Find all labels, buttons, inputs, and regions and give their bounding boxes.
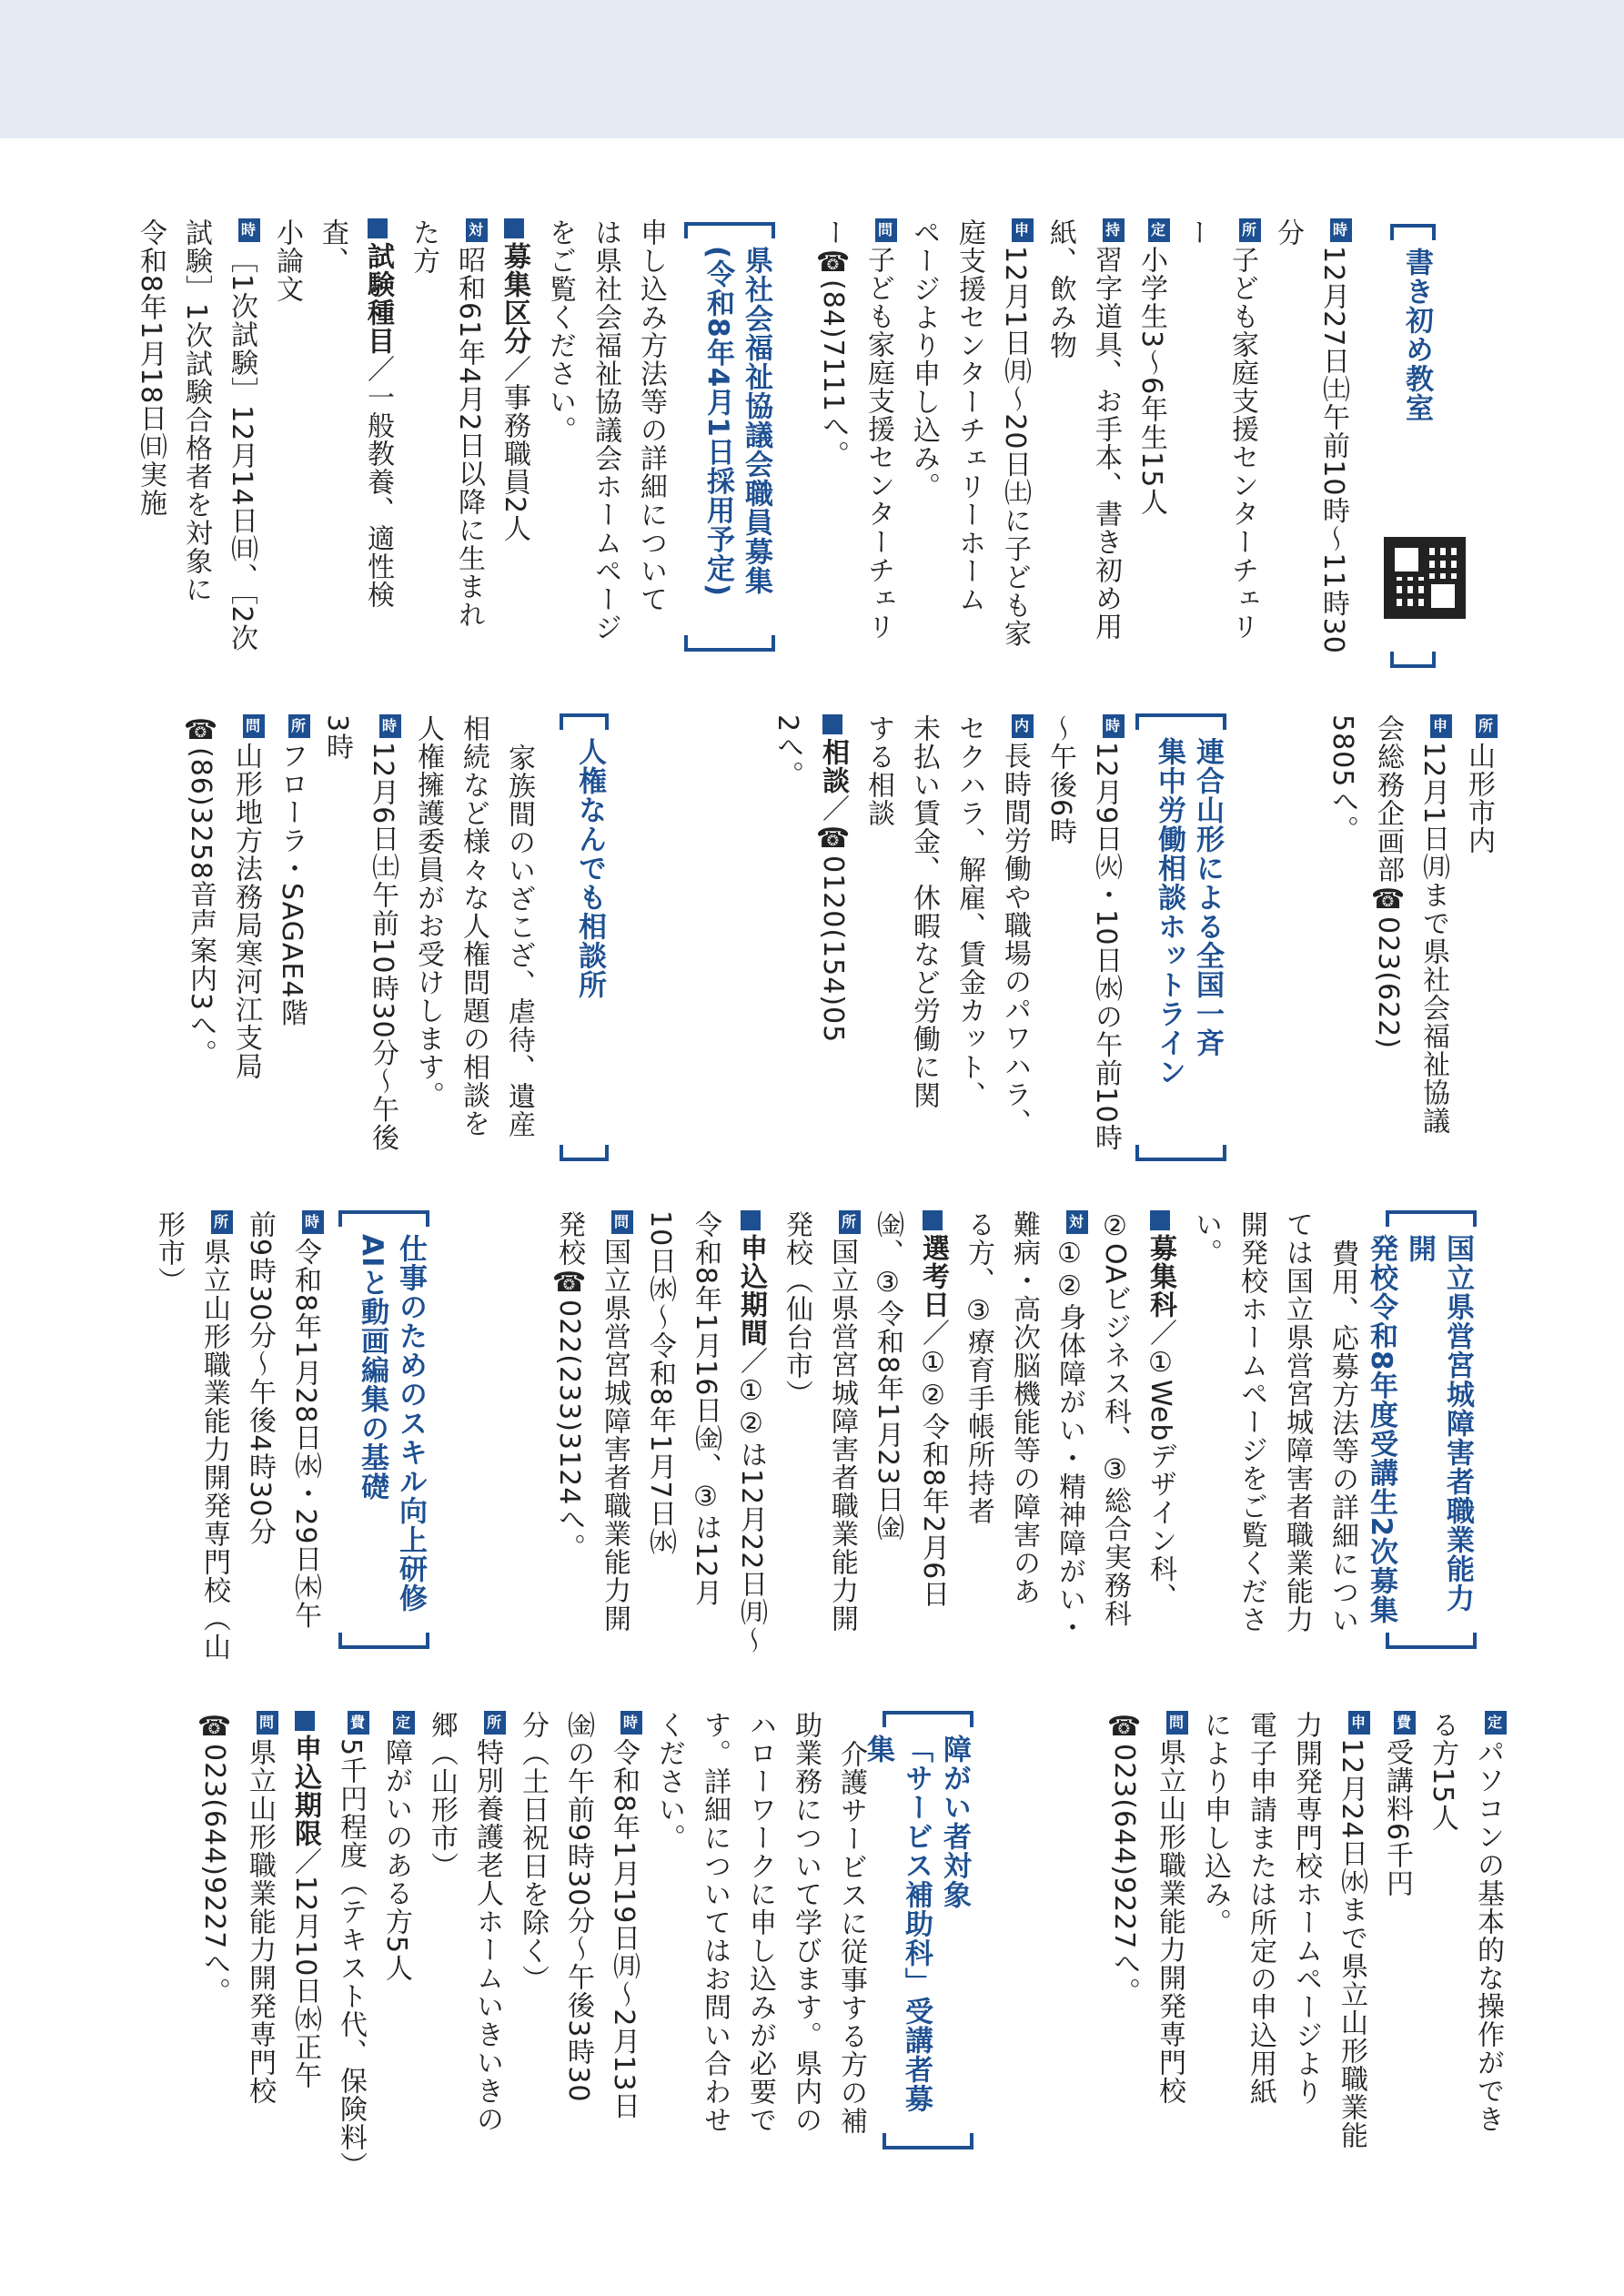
- section6b-capacity: 定パソコンの基本的な操作ができ: [1465, 1711, 1510, 2202]
- bullet-square: [368, 218, 388, 238]
- section5-target-cont: 難病・高次脳機能等の障害のあ: [1008, 1210, 1040, 1605]
- section7-inquiry-cont: ☎023(644)9227へ。: [198, 1711, 230, 2007]
- section7-text: ハローワークに申し込みが必要で: [744, 1711, 776, 2134]
- bullet-square: [295, 1711, 315, 1731]
- section5-title: 国立県営宮城障害者職業能力開 発校令和8年度受講生2次募集: [1386, 1234, 1477, 1625]
- section5-target: 対①②身体障がい・精神障がい・: [1046, 1210, 1092, 1674]
- bracket-top: [560, 713, 609, 730]
- section6b-apply: 申12月24日㈬まで県立山形職業能: [1328, 1711, 1374, 2202]
- section2-exam-cont: 小論文: [271, 218, 303, 303]
- time-tag: 時: [238, 218, 260, 242]
- bracket-top: [338, 1210, 429, 1227]
- section4-text: 人権擁護委員がお受けします。: [412, 714, 444, 1109]
- section1-apply: 申12月1日㈪～20日㈯に子ども家: [992, 218, 1037, 664]
- section5-body: [523, 1210, 1365, 1674]
- section5-intro: 費用、応募方法等の詳細につい: [1326, 1239, 1358, 1634]
- bullet-square: [1150, 1210, 1170, 1230]
- section4-time: 時12月6日㈯午前10時30分～午後: [359, 714, 405, 1188]
- section6b-fee: 費受講料6千円: [1374, 1711, 1419, 2202]
- bracket-bot: [883, 2133, 973, 2149]
- top-band: [0, 0, 1624, 138]
- section2-time-cont: 令和8年1月18日㈰実施: [135, 218, 166, 518]
- section2-category: 募集区分／事務職員2人: [491, 218, 537, 664]
- bracket-top: [1390, 224, 1436, 240]
- bracket-bot: [1135, 1145, 1226, 1161]
- section5-period-cont: 令和8年1月16日㈮、③は12月: [690, 1210, 721, 1607]
- section1-bring: 持習字道具、お手本、書き初め用: [1083, 218, 1128, 664]
- fee-tag: 費: [1394, 1711, 1416, 1735]
- section4-time-cont: 3時: [321, 714, 353, 762]
- section1-place: 所子ども家庭支援センターチェリー: [1174, 218, 1265, 664]
- bracket-bot: [1386, 1633, 1477, 1649]
- section1-inquiry-cont: ー☎(84)7111へ。: [817, 218, 849, 469]
- section5-place-cont: 発校（仙台市）: [781, 1210, 812, 1408]
- bracket-top: [883, 1711, 973, 1727]
- section3-content-cont: 未払い賃金、休暇など労働に関: [908, 714, 940, 1109]
- section6b-apply-cont: 力開発専門校ホームページより: [1290, 1711, 1322, 2106]
- inquiry-tag: 問: [875, 218, 897, 242]
- bracket-bot: [560, 1145, 609, 1161]
- section6b-body: [1037, 1711, 1510, 2202]
- section6b-inquiry: 問県立山形職業能力開発専門校: [1146, 1711, 1192, 2202]
- time-tag: 時: [1330, 218, 1352, 242]
- section2-time: 時［1次試験］12月14日㈰、［2次: [218, 218, 264, 664]
- place-tag: 所: [288, 714, 310, 738]
- section5-intro: ては国立県営宮城障害者職業能力: [1281, 1210, 1313, 1633]
- target-tag: 対: [1066, 1210, 1088, 1234]
- inquiry-tag: 問: [257, 1711, 278, 1735]
- bracket-top: [1135, 713, 1226, 730]
- section4-text: 相続など様々な人権問題の相談を: [458, 714, 489, 1138]
- section3-time: 時12月9日㈫・10日㈬の午前10時: [1083, 714, 1128, 1188]
- section5-inquiry: 問国立県営宮城障害者職業能力開: [591, 1210, 637, 1674]
- section7-place: 所特別養護老人ホームいきいきの: [464, 1711, 509, 2202]
- inquiry-tag: 問: [611, 1210, 633, 1234]
- section5-select: 選考日／①②令和8年2月6日: [910, 1210, 955, 1674]
- section5-select-cont: ㈮、③令和8年1月23日㈮: [872, 1210, 903, 1542]
- capacity-tag: 定: [393, 1711, 415, 1735]
- section7-body: [127, 1711, 873, 2202]
- section1-apply-cont: ページより申し込み。: [908, 218, 940, 501]
- section2-title: 県社会福祉協議会職員募集 (令和8年4月1日採用予定): [684, 246, 775, 628]
- inquiry-tag: 問: [1166, 1711, 1188, 1735]
- section2b-apply-cont: 5805へ。: [1326, 714, 1358, 845]
- section1-apply-cont: 庭支援センターチェリーホーム: [953, 218, 985, 613]
- section2-intro: 申し込み方法等の詳細について: [635, 218, 667, 613]
- section5-intro: 開発校ホームページをご覧ください。: [1190, 1210, 1267, 1633]
- place-tag: 所: [1239, 218, 1261, 242]
- section1-body: [817, 218, 1356, 664]
- section7-fee: 費5千円程度（テキスト代、保険料）: [328, 1711, 373, 2202]
- section3-title: 連合山形による全国一斉 集中労働相談ホットライン: [1135, 737, 1226, 1138]
- section2b-apply-cont: 会総務企画部☎023(622): [1372, 714, 1404, 1049]
- section7-deadline: 申込期限／12月10日㈬正午: [282, 1711, 328, 2202]
- section3-consult: 相談／☎0120(154)05: [810, 714, 855, 1188]
- section5-course-cont: ②OAビジネス科、③総合実務科: [1099, 1210, 1131, 1628]
- section5-place: 所国立県営宮城障害者職業能力開: [819, 1210, 864, 1674]
- section1-bring-cont: 紙、飲み物: [1044, 218, 1076, 359]
- section5-inquiry-cont: 発校☎022(233)3124へ。: [553, 1210, 585, 1563]
- section1-title: 書き初め教室: [1390, 248, 1436, 644]
- section2-body: [127, 218, 673, 664]
- place-tag: 所: [839, 1210, 861, 1234]
- section2-exam: 試験種目／一般教養、適性検査、: [317, 218, 394, 609]
- section2-intro: は県社会福祉協議会ホームページ: [590, 218, 621, 642]
- capacity-tag: 定: [1485, 1711, 1507, 1735]
- section7-inquiry: 問県立山形職業能力開発専門校: [237, 1711, 282, 2202]
- section1-capacity: 定小学生3～6年生15人: [1128, 218, 1174, 664]
- section7-capacity: 定障がいのある方5人: [373, 1711, 419, 2202]
- qr-code-icon: [1384, 537, 1466, 619]
- section2-intro: をご覧ください。: [544, 218, 576, 444]
- bracket-bot: [684, 635, 775, 652]
- bracket-top: [1386, 1210, 1477, 1227]
- section7-text: す。詳細についてはお問い合わせ: [699, 1711, 731, 2134]
- section4-body: [127, 714, 541, 1188]
- section4-inquiry-cont: ☎(86)3258音声案内3へ。: [185, 714, 217, 1068]
- section5-course: 募集科／①Webデザイン科、: [1137, 1210, 1183, 1674]
- time-tag: 時: [302, 1210, 324, 1234]
- section1-inquiry: 問子ども家庭支援センターチェリ: [855, 218, 901, 664]
- bullet-square: [822, 714, 842, 734]
- section2b-body: [1301, 714, 1501, 1188]
- bring-tag: 持: [1103, 218, 1125, 242]
- bullet-square: [923, 1210, 943, 1230]
- section6-place-cont: 形市）: [153, 1210, 185, 1295]
- section3-body: [746, 714, 1128, 1188]
- section1-time: 時12月27日㈯午前10時～11時30分: [1265, 218, 1356, 664]
- section6-time-cont: 前9時30分～午後4時30分: [244, 1210, 276, 1546]
- section5-period: 申込期間／①②は12月22日㈪～: [728, 1210, 773, 1674]
- section4-inquiry: 問山形地方法務局寒河江支局: [223, 714, 268, 1188]
- section3-time-cont: ～午後6時: [1044, 714, 1076, 846]
- section7-place-cont: 郷（山形市）: [426, 1711, 458, 1880]
- section4-title: 人権なんでも相談所: [560, 737, 609, 1138]
- content-tag: 内: [1012, 714, 1034, 738]
- bullet-square: [741, 1210, 761, 1230]
- section6b-capacity-cont: る方15人: [1427, 1711, 1458, 1833]
- apply-tag: 申: [1012, 218, 1034, 242]
- section7-text: ください。: [653, 1711, 685, 1852]
- section5-target-cont: る方、③療育手帳所持者: [963, 1210, 994, 1525]
- section3-content-cont: する相談: [862, 714, 894, 827]
- section6-title: 仕事のためのスキル向上研修 AIと動画編集の基礎: [338, 1234, 429, 1625]
- section7-text: 助業務について学びます。県内の: [790, 1711, 822, 2134]
- section2-time-cont: 試験］1次試験合格者を対象に: [180, 218, 212, 604]
- section6b-apply-cont: 電子申請または所定の申込用紙: [1245, 1711, 1276, 2106]
- section4-place: 所フローラ・SAGAE4階: [268, 714, 314, 1188]
- section7-time: 時令和8年1月19日㈪～2月13日: [600, 1711, 646, 2202]
- time-tag: 時: [379, 714, 401, 738]
- place-tag: 所: [1476, 714, 1498, 738]
- target-tag: 対: [466, 218, 488, 242]
- section4-text: 家族間のいざこざ、虐待、遺産: [503, 743, 535, 1138]
- bracket-bot: [1390, 652, 1436, 668]
- apply-tag: 申: [1348, 1711, 1370, 1735]
- place-tag: 所: [484, 1711, 506, 1735]
- section3-content-cont: セクハラ、解雇、賃金カット、: [953, 714, 985, 1109]
- section7-title: 障がい者対象 「サービス補助科」受講者募集: [883, 1735, 973, 2126]
- section2-target: 対昭和61年4月2日以降に生まれ: [446, 218, 491, 664]
- time-tag: 時: [620, 1711, 642, 1735]
- section2b-place: 所山形市内: [1456, 714, 1501, 1188]
- section6b-apply-cont: により申し込み。: [1199, 1711, 1231, 1937]
- bracket-top: [684, 222, 775, 238]
- section7-time-cont: 分（土日祝日を除く）: [517, 1711, 549, 1993]
- section2-target-cont: た方: [408, 218, 439, 275]
- time-tag: 時: [1103, 714, 1125, 738]
- inquiry-tag: 問: [243, 714, 265, 738]
- section6b-inquiry-cont: ☎023(644)9227へ。: [1108, 1711, 1140, 2007]
- section7-text: 介護サービスに従事する方の補: [835, 1740, 867, 2135]
- fee-tag: 費: [348, 1711, 369, 1735]
- place-tag: 所: [211, 1210, 233, 1234]
- section3-content: 内長時間労働や職場のパワハラ、: [992, 714, 1037, 1188]
- bullet-square: [504, 218, 524, 238]
- section6-body: [127, 1210, 328, 1674]
- section6-place: 所県立山形職業能力開発専門校（山: [191, 1210, 237, 1674]
- section3-consult-cont: 2へ。: [772, 714, 803, 790]
- bracket-bot: [338, 1633, 429, 1649]
- capacity-tag: 定: [1148, 218, 1170, 242]
- section5-period-cont: 10日㈬～令和8年1月7日㈬: [644, 1210, 676, 1556]
- section2b-apply: 申12月1日㈪まで県社会福祉協議: [1410, 714, 1456, 1188]
- apply-tag: 申: [1430, 714, 1452, 738]
- section6-time: 時令和8年1月28日㈬・29日㈭午: [282, 1210, 328, 1674]
- section7-time-cont: ㈮の午前9時30分～午後3時30: [562, 1711, 594, 2103]
